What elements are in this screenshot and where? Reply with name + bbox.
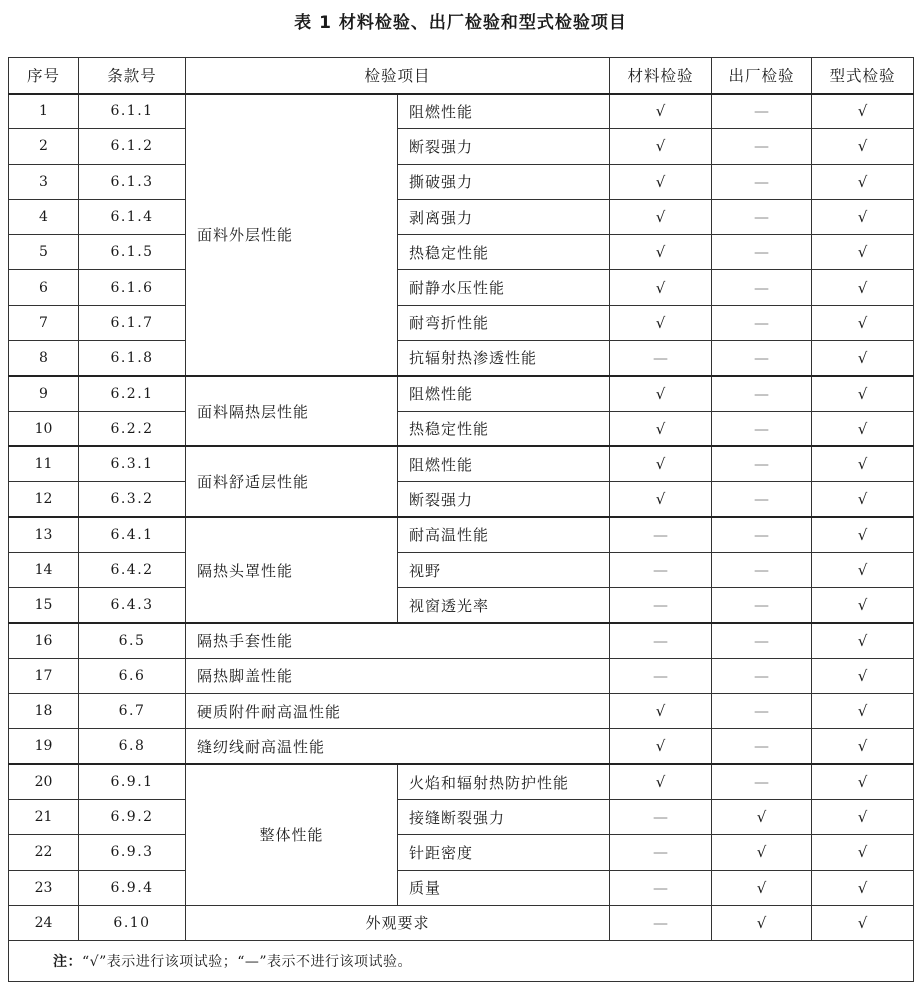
seq-cell: 5 (9, 235, 79, 270)
factory-check-cell: — (712, 94, 812, 129)
clause-cell: 6.1.8 (79, 341, 186, 376)
table-row (9, 411, 914, 446)
material-check-cell: — (610, 835, 712, 870)
table-row (9, 164, 914, 199)
seq-cell: 4 (9, 199, 79, 234)
clause-cell: 6.2.2 (79, 411, 186, 446)
inspection-table (8, 57, 914, 982)
table-title: 表 1 材料检验、出厂检验和型式检验项目 (294, 13, 627, 33)
item-cell: 火焰和辐射热防护性能 (398, 764, 610, 799)
clause-cell: 6.9.2 (79, 799, 186, 834)
factory-check-cell: — (712, 270, 812, 305)
table-row (9, 552, 914, 587)
group-cell: 面料舒适层性能 (186, 446, 398, 517)
table-row (9, 482, 914, 517)
note-label: 注： (53, 954, 82, 971)
clause-cell: 6.4.3 (79, 588, 186, 623)
type-check-cell: √ (812, 482, 914, 517)
clause-cell: 6.1.1 (79, 94, 186, 129)
seq-cell: 14 (9, 552, 79, 587)
item-cell: 耐高温性能 (398, 517, 610, 552)
table-row (9, 694, 914, 729)
table-row (9, 905, 914, 940)
item-cell: 隔热手套性能 (186, 623, 610, 658)
item-cell: 接缝断裂强力 (398, 799, 610, 834)
material-check-cell: √ (610, 729, 712, 764)
table-body (9, 94, 914, 941)
material-check-cell: √ (610, 270, 712, 305)
factory-check-cell: √ (712, 835, 812, 870)
clause-cell: 6.9.4 (79, 870, 186, 905)
clause-cell: 6.1.2 (79, 129, 186, 164)
type-check-cell: √ (812, 588, 914, 623)
seq-cell: 23 (9, 870, 79, 905)
material-check-cell: — (610, 658, 712, 693)
seq-cell: 2 (9, 129, 79, 164)
group-cell: 面料隔热层性能 (186, 376, 398, 447)
item-cell: 质量 (398, 870, 610, 905)
type-check-cell: √ (812, 164, 914, 199)
table-row (9, 446, 914, 481)
seq-cell: 24 (9, 905, 79, 940)
seq-cell: 1 (9, 94, 79, 129)
seq-cell: 9 (9, 376, 79, 411)
seq-cell: 11 (9, 446, 79, 481)
header-factory: 出厂检验 (712, 58, 812, 94)
table-row (9, 270, 914, 305)
factory-check-cell: — (712, 517, 812, 552)
material-check-cell: √ (610, 164, 712, 199)
material-check-cell: √ (610, 446, 712, 481)
material-check-cell: √ (610, 199, 712, 234)
item-cell: 视野 (398, 552, 610, 587)
seq-cell: 12 (9, 482, 79, 517)
material-check-cell: √ (610, 129, 712, 164)
factory-check-cell: — (712, 552, 812, 587)
item-cell: 剥离强力 (398, 199, 610, 234)
item-cell: 撕破强力 (398, 164, 610, 199)
factory-check-cell: — (712, 729, 812, 764)
table-row (9, 729, 914, 764)
item-cell: 硬质附件耐高温性能 (186, 694, 610, 729)
material-check-cell: — (610, 341, 712, 376)
seq-cell: 18 (9, 694, 79, 729)
seq-cell: 8 (9, 341, 79, 376)
material-check-cell: — (610, 588, 712, 623)
type-check-cell: √ (812, 517, 914, 552)
seq-cell: 10 (9, 411, 79, 446)
type-check-cell: √ (812, 658, 914, 693)
item-cell: 针距密度 (398, 835, 610, 870)
type-check-cell: √ (812, 870, 914, 905)
factory-check-cell: — (712, 199, 812, 234)
table-row (9, 835, 914, 870)
factory-check-cell: — (712, 411, 812, 446)
type-check-cell: √ (812, 341, 914, 376)
factory-check-cell: — (712, 694, 812, 729)
item-cell: 耐静水压性能 (398, 270, 610, 305)
group-cell: 整体性能 (186, 764, 398, 905)
clause-cell: 6.1.6 (79, 270, 186, 305)
factory-check-cell: — (712, 482, 812, 517)
table-row (9, 870, 914, 905)
type-check-cell: √ (812, 235, 914, 270)
factory-check-cell: — (712, 658, 812, 693)
clause-cell: 6.9.1 (79, 764, 186, 799)
group-cell: 隔热头罩性能 (186, 517, 398, 623)
note-row (9, 941, 914, 982)
material-check-cell: — (610, 623, 712, 658)
item-cell: 断裂强力 (398, 129, 610, 164)
factory-check-cell: — (712, 235, 812, 270)
seq-cell: 20 (9, 764, 79, 799)
factory-check-cell: √ (712, 905, 812, 940)
clause-cell: 6.4.2 (79, 552, 186, 587)
clause-cell: 6.4.1 (79, 517, 186, 552)
seq-cell: 22 (9, 835, 79, 870)
seq-cell: 7 (9, 305, 79, 340)
clause-cell: 6.3.1 (79, 446, 186, 481)
material-check-cell: √ (610, 305, 712, 340)
type-check-cell: √ (812, 305, 914, 340)
type-check-cell: √ (812, 799, 914, 834)
table-row (9, 799, 914, 834)
item-cell: 耐弯折性能 (398, 305, 610, 340)
table-row (9, 764, 914, 799)
item-cell: 阻燃性能 (398, 94, 610, 129)
type-check-cell: √ (812, 446, 914, 481)
clause-cell: 6.5 (79, 623, 186, 658)
seq-cell: 21 (9, 799, 79, 834)
note (9, 941, 914, 982)
table-row (9, 376, 914, 411)
table-row (9, 235, 914, 270)
factory-check-cell: √ (712, 799, 812, 834)
factory-check-cell: — (712, 623, 812, 658)
clause-cell: 6.3.2 (79, 482, 186, 517)
table-row (9, 199, 914, 234)
clause-cell: 6.8 (79, 729, 186, 764)
item-cell: 阻燃性能 (398, 376, 610, 411)
table-row (9, 94, 914, 129)
header-clause: 条款号 (79, 58, 186, 94)
type-check-cell: √ (812, 94, 914, 129)
item-cell: 缝纫线耐高温性能 (186, 729, 610, 764)
material-check-cell: — (610, 905, 712, 940)
material-check-cell: — (610, 517, 712, 552)
clause-cell: 6.2.1 (79, 376, 186, 411)
factory-check-cell: — (712, 164, 812, 199)
seq-cell: 3 (9, 164, 79, 199)
item-cell: 热稳定性能 (398, 235, 610, 270)
header-item: 检验项目 (186, 58, 610, 94)
clause-cell: 6.9.3 (79, 835, 186, 870)
table-row (9, 305, 914, 340)
item-cell: 断裂强力 (398, 482, 610, 517)
header-row (9, 58, 914, 94)
material-check-cell: — (610, 552, 712, 587)
table-row (9, 588, 914, 623)
clause-cell: 6.10 (79, 905, 186, 940)
item-cell: 热稳定性能 (398, 411, 610, 446)
clause-cell: 6.6 (79, 658, 186, 693)
type-check-cell: √ (812, 905, 914, 940)
factory-check-cell: — (712, 446, 812, 481)
table-row (9, 658, 914, 693)
table-row (9, 129, 914, 164)
factory-check-cell: — (712, 305, 812, 340)
material-check-cell: √ (610, 764, 712, 799)
table-row (9, 341, 914, 376)
item-cell: 隔热脚盖性能 (186, 658, 610, 693)
seq-cell: 16 (9, 623, 79, 658)
table-row (9, 623, 914, 658)
clause-cell: 6.7 (79, 694, 186, 729)
factory-check-cell: — (712, 764, 812, 799)
item-cell: 外观要求 (186, 905, 610, 940)
material-check-cell: √ (610, 94, 712, 129)
seq-cell: 17 (9, 658, 79, 693)
seq-cell: 13 (9, 517, 79, 552)
factory-check-cell: — (712, 129, 812, 164)
factory-check-cell: — (712, 588, 812, 623)
type-check-cell: √ (812, 694, 914, 729)
factory-check-cell: — (712, 376, 812, 411)
note-text: “√”表示进行该项试验；“—”表示不进行该项试验。 (82, 954, 413, 971)
seq-cell: 15 (9, 588, 79, 623)
material-check-cell: √ (610, 411, 712, 446)
type-check-cell: √ (812, 835, 914, 870)
item-cell: 视窗透光率 (398, 588, 610, 623)
material-check-cell: — (610, 799, 712, 834)
material-check-cell: √ (610, 694, 712, 729)
type-check-cell: √ (812, 729, 914, 764)
header-material: 材料检验 (610, 58, 712, 94)
material-check-cell: √ (610, 376, 712, 411)
clause-cell: 6.1.5 (79, 235, 186, 270)
clause-cell: 6.1.4 (79, 199, 186, 234)
clause-cell: 6.1.7 (79, 305, 186, 340)
factory-check-cell: √ (712, 870, 812, 905)
header-type: 型式检验 (812, 58, 914, 94)
type-check-cell: √ (812, 764, 914, 799)
material-check-cell: — (610, 870, 712, 905)
item-cell: 阻燃性能 (398, 446, 610, 481)
seq-cell: 6 (9, 270, 79, 305)
header-seq: 序号 (9, 58, 79, 94)
type-check-cell: √ (812, 411, 914, 446)
type-check-cell: √ (812, 376, 914, 411)
factory-check-cell: — (712, 341, 812, 376)
seq-cell: 19 (9, 729, 79, 764)
material-check-cell: √ (610, 235, 712, 270)
table-row (9, 517, 914, 552)
type-check-cell: √ (812, 199, 914, 234)
type-check-cell: √ (812, 270, 914, 305)
type-check-cell: √ (812, 129, 914, 164)
type-check-cell: √ (812, 552, 914, 587)
clause-cell: 6.1.3 (79, 164, 186, 199)
item-cell: 抗辐射热渗透性能 (398, 341, 610, 376)
type-check-cell: √ (812, 623, 914, 658)
material-check-cell: √ (610, 482, 712, 517)
group-cell: 面料外层性能 (186, 94, 398, 376)
